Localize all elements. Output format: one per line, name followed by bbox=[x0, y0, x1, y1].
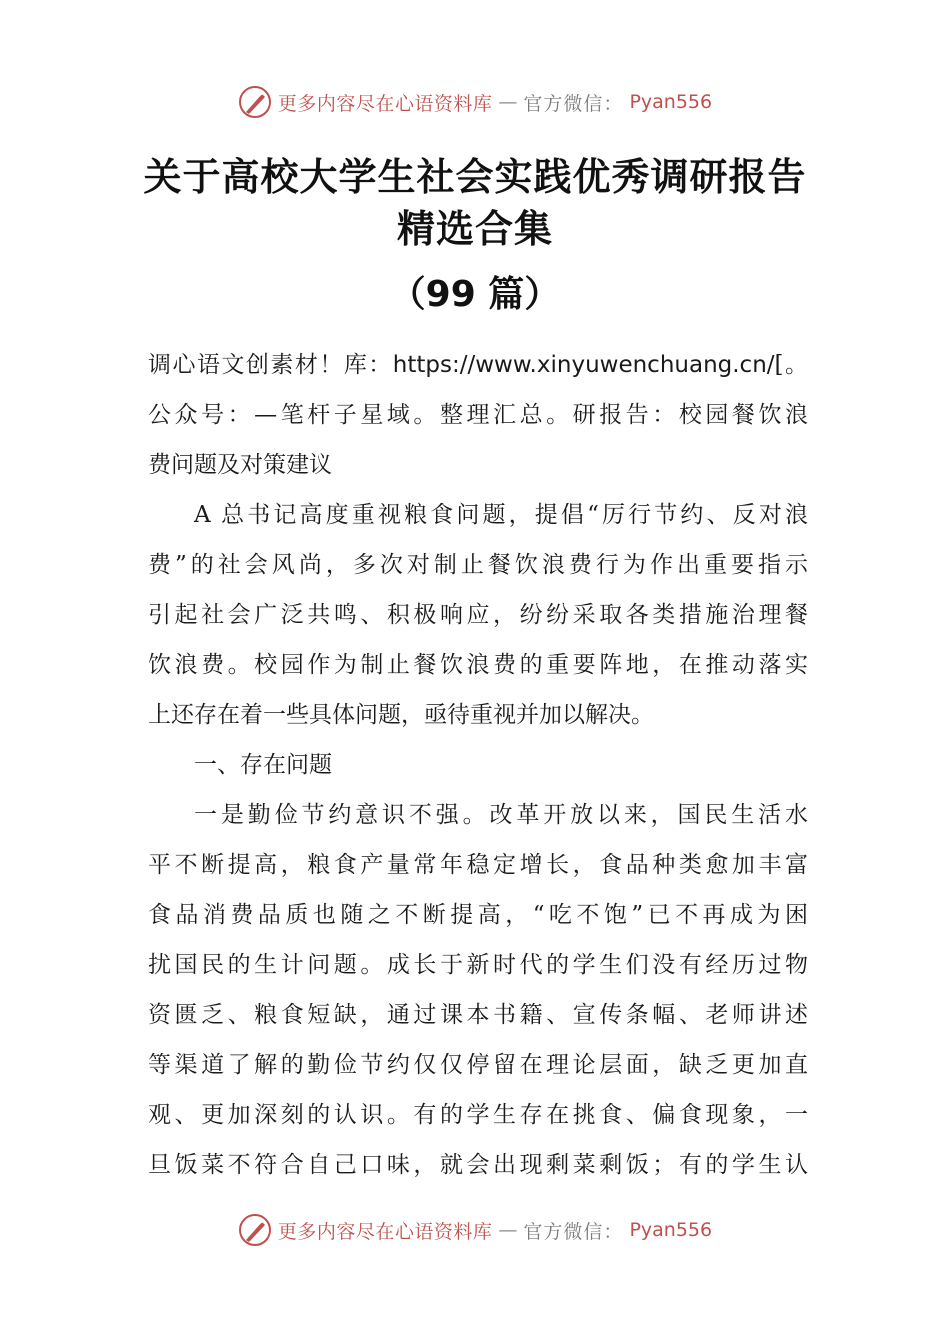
body-line: 费问题及对策建议 bbox=[148, 452, 332, 478]
banner-title: 更多内容尽在心语资料库 bbox=[277, 92, 493, 115]
document-title-line-2: 精选合集 bbox=[396, 207, 553, 251]
body-line: 一是勤俭节约意识不强。改革开放以来，国民生活水 bbox=[194, 802, 808, 828]
banner-separator: — bbox=[498, 1219, 518, 1241]
body-line: 饮浪费。校园作为制止餐饮浪费的重要阵地，在推动落实 bbox=[148, 652, 808, 678]
banner-wechat-label: 官方微信： bbox=[523, 1220, 624, 1243]
section-heading: 一、存在问题 bbox=[194, 752, 332, 778]
body-line: 资匮乏、粮食短缺，通过课本书籍、宣传条幅、老师讲述 bbox=[148, 1002, 808, 1028]
body-line: 上还存在着一些具体问题，亟待重视并加以解决。 bbox=[148, 702, 654, 728]
source-url-link[interactable]: https://www.xinyuwenchuang.cn/ bbox=[392, 352, 775, 378]
body-line: 食品消费品质也随之不断提高，“吃不饱”已不再成为困 bbox=[148, 902, 808, 928]
document-title-line-1: 关于高校大学生社会实践优秀调研报告 bbox=[143, 155, 807, 199]
body-line-source bbox=[148, 340, 808, 390]
source-prefix: 调心语文创素材！库： bbox=[148, 352, 393, 378]
body-line: 旦饭菜不符合自己口味，就会出现剩菜剩饭；有的学生认 bbox=[148, 1152, 808, 1178]
banner-wechat-label: 官方微信： bbox=[523, 92, 624, 115]
document-body bbox=[148, 340, 808, 1190]
body-line: 等渠道了解的勤俭节约仅仅停留在理论层面，缺乏更加直 bbox=[148, 1052, 808, 1078]
body-line: 观、更加深刻的认识。有的学生存在挑食、偏食现象，一 bbox=[148, 1102, 808, 1128]
banner-wechat-id: Pyan556 bbox=[629, 1219, 713, 1241]
header-banner bbox=[0, 82, 950, 122]
body-line: 费”的社会风尚，多次对制止餐饮浪费行为作出重要指示 bbox=[148, 552, 808, 578]
banner-title: 更多内容尽在心语资料库 bbox=[277, 1220, 493, 1243]
source-suffix: [。 bbox=[774, 352, 808, 378]
body-line: A 总书记高度重视粮食问题，提倡“厉行节约、反对浪 bbox=[194, 502, 808, 528]
quill-logo-icon bbox=[238, 1213, 272, 1247]
body-line: 平不断提高，粮食产量常年稳定增长，食品种类愈加丰富 bbox=[148, 852, 808, 878]
banner-separator: — bbox=[498, 91, 518, 113]
document-title-count: （99 篇） bbox=[389, 274, 561, 315]
body-line: 扰国民的生计问题。成长于新时代的学生们没有经历过物 bbox=[148, 952, 808, 978]
banner-wechat-id: Pyan556 bbox=[629, 91, 713, 113]
body-line: 引起社会广泛共鸣、积极响应，纷纷采取各类措施治理餐 bbox=[148, 602, 808, 628]
body-line: 公众号：—笔杆子星域。整理汇总。研报告：校园餐饮浪 bbox=[148, 402, 808, 428]
footer-banner bbox=[0, 1210, 950, 1250]
quill-logo-icon bbox=[238, 85, 272, 119]
